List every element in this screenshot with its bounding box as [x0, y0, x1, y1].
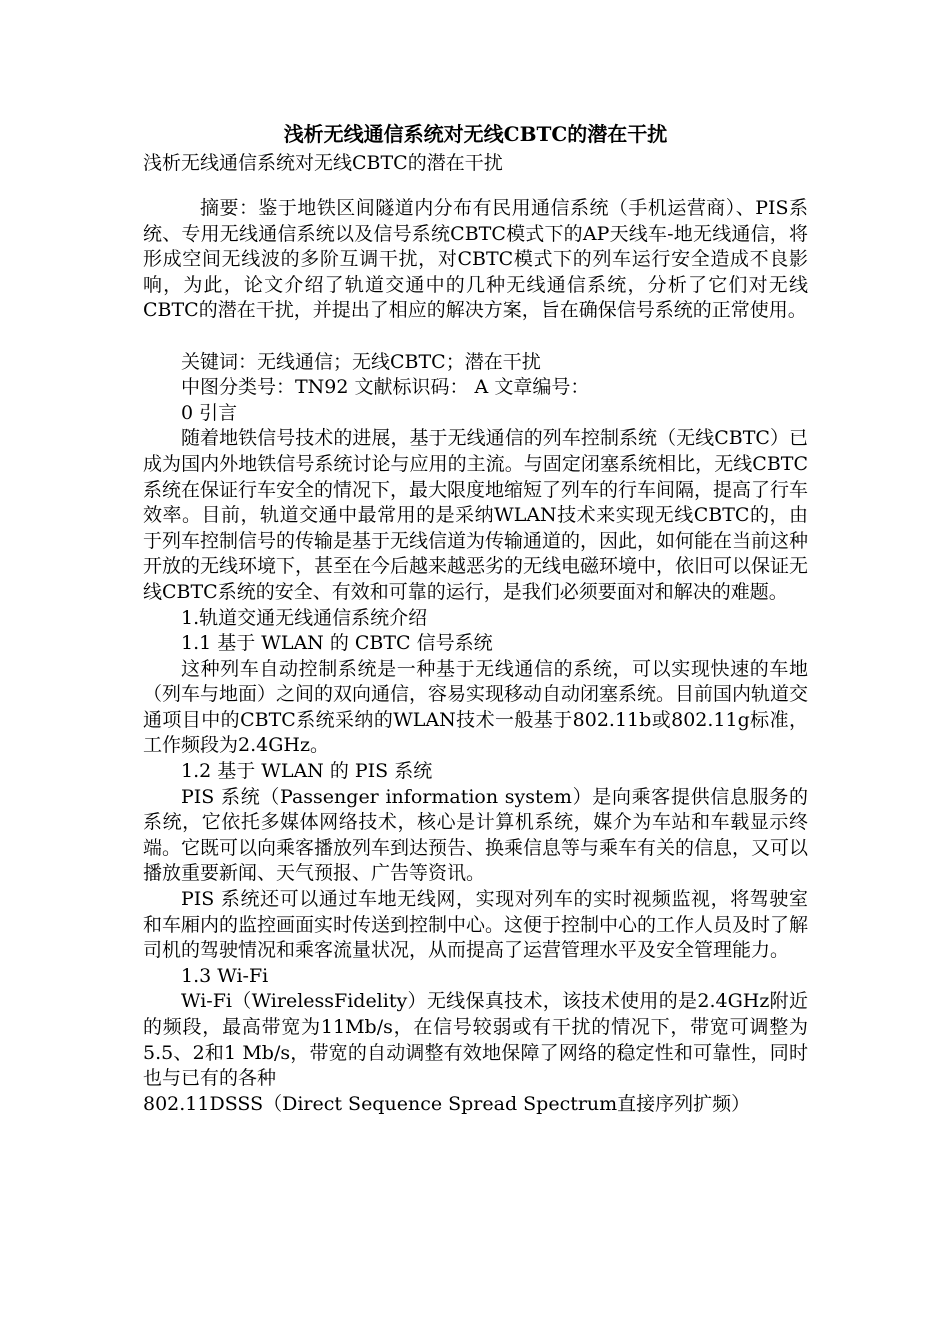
section-1-1-paragraph: 这种列车自动控制系统是一种基于无线通信的系统，可以实现快速的车地（列车与地面）之间的双向通信，容易实现移动自动闭塞系统。目前国内轨道交通项目中的CBTC系统采纳的WLAN技术一般基于802.11b或802.11g标准，工作频段为2.4GHz。: [143, 657, 809, 757]
classification-line: 中图分类号：TN92 文献标识码： A 文章编号：: [181, 376, 590, 399]
keywords-line: 关键词：无线通信；无线CBTC；潜在干扰: [181, 350, 541, 373]
document-subtitle: 浅析无线通信系统对无线CBTC的潜在干扰: [143, 152, 503, 174]
abstract-paragraph: 摘要：鉴于地铁区间隧道内分布有民用通信系统（手机运营商）、PIS系统、专用无线通信系统以及信号系统CBTC模式下的AP天线车-地无线通信，将形成空间无线波的多阶互调干扰，对CBTC模式下的列车运行安全造成不良影响，为此，论文介绍了轨道交通中的几种无线通信系统，分析了它们对无线CBTC的潜在干扰，并提出了相应的解决方案，旨在确保信号系统的正常使用。: [143, 197, 808, 322]
heading-section-1-3: 1.3 Wi-Fi: [181, 964, 269, 987]
heading-section-1-2: 1.2 基于 WLAN 的 PIS 系统: [181, 760, 433, 783]
heading-introduction: 0 引言: [181, 401, 238, 424]
document-title: 浅析无线通信系统对无线CBTC的潜在干扰: [283, 122, 668, 146]
heading-section-1-1: 1.1 基于 WLAN 的 CBTC 信号系统: [181, 632, 493, 655]
heading-section-1: 1.轨道交通无线通信系统介绍: [181, 606, 428, 629]
document-body: [143, 196, 808, 1117]
section-1-2-paragraph-b: PIS 系统还可以通过车地无线网，实现对列车的实时视频监视，将驾驶室和车厢内的监控画面实时传送到控制中心。这便于控制中心的工作人员及时了解司机的驾驶情况和乘客流量状况，从而提高了运营管理水平及安全管理能力。: [143, 888, 809, 962]
section-1-2-paragraph-a: PIS 系统（Passenger information system）是向乘客提供信息服务的系统，它依托多媒体网络技术，核心是计算机系统，媒介为车站和车载显示终端。它既可以向乘客播放列车到达预告、换乘信息等与乘车有关的信息，又可以播放重要新闻、天气预报、广告等资讯。: [143, 785, 809, 885]
section-1-3-paragraph: Wi-Fi（WirelessFidelity）无线保真技术，该技术使用的是2.4GHz附近的频段，最高带宽为11Mb/s，在信号较弱或有干扰的情况下，带宽可调整为5.5、2和1 Mb/s，带宽的自动调整有效地保障了网络的稳定性和可靠性，同时也与已有的各种: [143, 990, 808, 1090]
section-1-3-last-line: 802.11DSSS（Direct Sequence Spread Spectrum直接序列扩频）: [143, 1092, 751, 1115]
introduction-paragraph: 随着地铁信号技术的进展，基于无线通信的列车控制系统（无线CBTC）已成为国内外地铁信号系统讨论与应用的主流。与固定闭塞系统相比，无线CBTC系统在保证行车安全的情况下，最大限度地缩短了列车的行车间隔，提高了行车效率。目前，轨道交通中最常用的是采纳WLAN技术来实现无线CBTC的，由于列车控制信号的传输是基于无线信道为传输通道的，因此，如何能在当前这种开放的无线环境下，甚至在今后越来越恶劣的无线电磁环境中，依旧可以保证无线CBTC系统的安全、有效和可靠的运行，是我们必须要面对和解决的难题。: [143, 427, 809, 603]
